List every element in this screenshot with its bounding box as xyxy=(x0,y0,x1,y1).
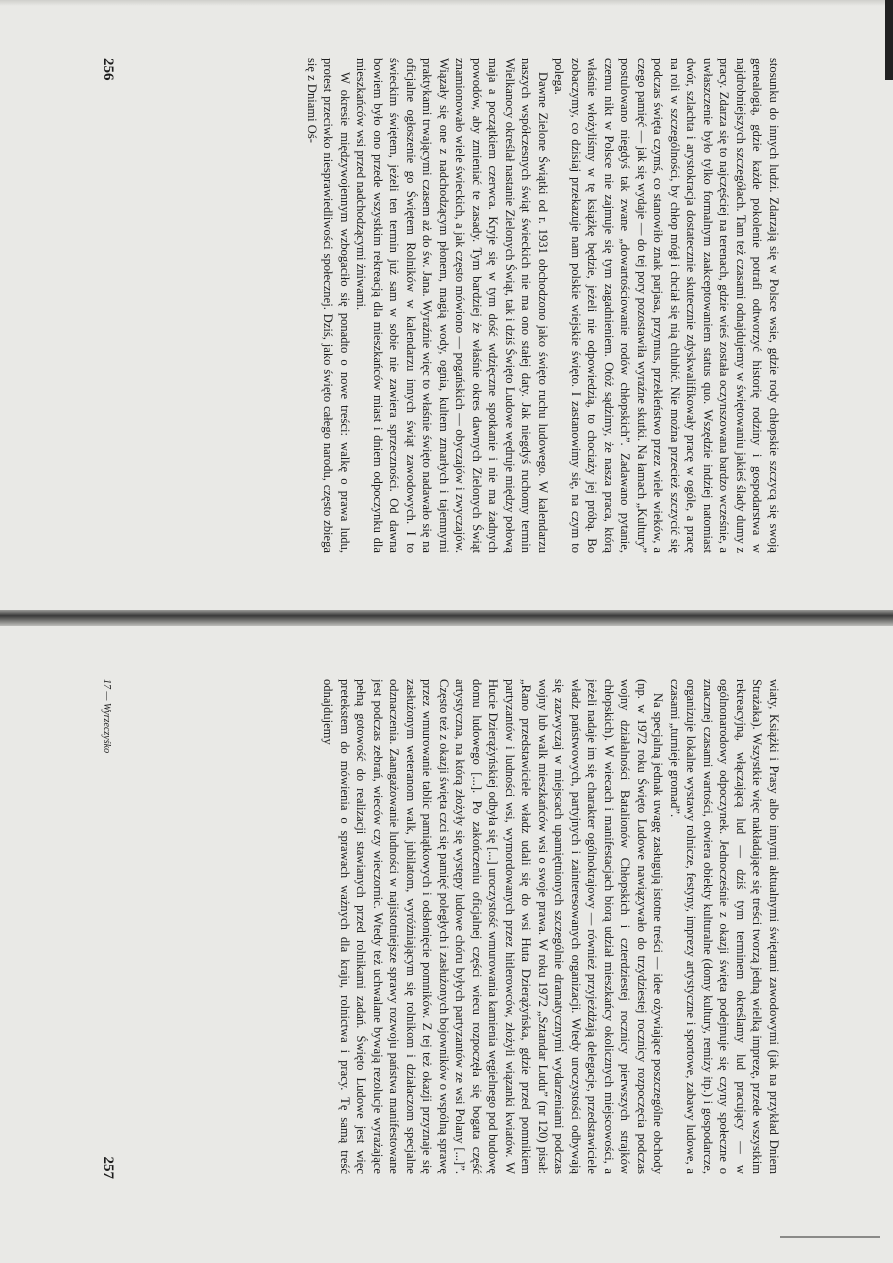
paragraph: wiaty, Książki i Prasy albo innymi aktualnymi świętami zawodowymi (jak na przykład Dniem Strażaka). Wszystkie więc nakładające się treści tworzą jedną wielką imprezę, przede wszystkim rekreacyjną, włączającą lud — dziś tym terminem określamy lud pracujący — w ogólnonarodowy odpoczynek. Jednocześnie z okazji święta podejmuje się czyny społeczne o znacznej czasami wartości, otwiera obiekty kulturalne (domy kultury, remizy itp.) i gospodarcze, organizuje lokalne wystawy rolnicze, festyny, imprezy artystyczne i sportowe, zabawy ludowe, a czasami „turnieje gromad”. xyxy=(668,679,781,1174)
scan-artifact-mark xyxy=(885,0,893,80)
paragraph: Dawne Zielone Świątki od r. 1931 obchodzono jako święto ruchu ludowego. W kalendarzu naszych współczesnych świąt świeckich nie ma ono stałej daty. Jak niegdyś ruchomy termin Wielkanocy określał nastanie Zielonych Świąt, tak i dziś Święto Ludowe wędruje między połową maja a początkiem czerwca. Kryje się w tym dość wdzięczne spotkanie i nie ma żadnych powodów, aby zmieniać te zasady. Tym bardziej że właśnie okres dawnych Zielonych Świąt znamionowało wiele świeckich, a jak często mówiono — pogańskich — obyczajów i zwyczajów. Wiązały się one z nadchodzącym płonem, magią wody, ognia, kultem zmarłych i tajemnymi praktykami trwającymi czasem aż do św. Jana. Wyraźnie więc to właśnie święto nadawało się na oficjalne ogłoszenie go Świętem Rolników w kalendarzu innych świąt zawodowych. I to świeckim świętem, jeżeli ten termin już sam w sobie nie zawiera sprzeczności. Od dawna bowiem było ono przede wszystkim rekreacją dla mieszkańców miast i dniem odpoczynku dla mieszkańców wsi przed nadchodzącymi żniwami. xyxy=(354,58,550,553)
scan-edge xyxy=(0,0,893,6)
page-number: 256 xyxy=(100,58,116,81)
paragraph: Na specjalną jednak uwagę zasługują istotne treści — idee ożywiające poszczególne obchody (np. w 1972 roku Święto Ludowe nawiązywało do trzydziestej rocznicy rozpoczęcia podczas wojny działalności Batalionów Chłopskich i czterdziestej rocznicy pierwszych strajków chłopskich). W wiecach i manifestacjach biorą udział mieszkańcy okolicznych miejscowości, a jeżeli nadaje im się charakter ogólnokrajowy — również przyjeżdżają delegacje, przedstawiciele władz państwowych, partyjnych i zainteresowanych organizacji. Wtedy uroczystości odbywają się zazwyczaj w miejscach upamiętnionych szczególnie dramatycznymi wydarzeniami podczas wojny lub walk mieszkańców wsi o swoje prawa. W roku 1972 „Sztandar Ludu” (nr 120) pisał: „Rano przedstawiciele władz udali się do wsi Huta Dzierążyńska, gdzie przed pomnikiem partyzantów i ludności wsi, wymordowanych przez hitlerowców, złożyli wiązanki kwiatów. W Hucie Dzierążyńskiej odbyła się [...] uroczystość wmurowania kamienia węgielnego pod budowę domu ludowego [...]. Po zakończeniu oficjalnej części wiecu rozpoczęła się bogata część artystyczna, na którą złożyły się występy ludowe chóru byłych partyzantów ze wsi Polany [...]”. Często też z okazji święta czci się pamięć poległych i zasłużonych bojowników o wspólną sprawę przez wmurowanie tablic pamiątkowych i odsłonięcie pomników. Z tej też okazji przyznaje się zasłużonym weteranom walk, jubilatom, wyróżniającym się rolnikom i działaczom specjalne odznaczenia. Zaangażowanie ludności w najistotniejsze sprawy rozwoju państwa manifestowane jest podczas zebrań, wieców czy wieczornic. Wtedy też uchwalane bywają rezolucje wyrażające pełną gotowość do realizacji stawianych przed rolnikami zadań. Święto Ludowe jest więc pretekstem do mówienia o sprawach ważnych dla kraju, rolnictwa i pracy. Tę samą treść odnajdujemy xyxy=(321,679,666,1174)
paragraph: stosunku do innych ludzi. Zdarzają się w Polsce wsie, gdzie rody chłopskie szczycą się swoją genealogią, gdzie każde pokolenie potrafi odtworzyć historię rodziny i gospodarstwa w najdrobniejszych szczegółach. Tam też czasami odnajdujemy w świętowaniu jakieś ślady dumy z pracy. Zdarza się to najczęściej na terenach, gdzie wieś została oczynszowana bardzo wcześnie, a uwłaszczenie było tylko formalnym zaakceptowaniem status quo. Wszędzie indziej natomiast dwór, szlachta i arystokracja dostatecznie skutecznie zdyskwalifikowały pracę w ogóle, a pracę na roli w szczególności, by chłop mógł i chciał się nią chlubić. Nie można przecież szczycić się podczas święta czymś, co stanowiło znak parjasa, przymus, przekleństwo przez wiele wieków, a czego pamięć — jak się wydaje — do tej pory pozostawiła wyraźne skutki. Na łamach „Kultury” postulowano niegdyś tak zwane „dowartościowanie rodów chłopskich”. Zadawano pytanie, czemu nikt w Polsce nie zajmuje się tym zagadnieniem. Otóż sądzimy, że nasza praca, którą właśnie włożyliśmy w tę książkę będzie, jeżeli nie odpowiedzią, to chociaży jej próbą. Bo zobaczymy, co dzisiaj przekazuje nam polskie wiejskie święto. I zastanowimy się, na czym to polega. xyxy=(552,58,781,553)
page-number: 257 xyxy=(100,1156,116,1179)
left-page xyxy=(76,20,816,580)
right-page xyxy=(76,641,816,1201)
right-page-text xyxy=(132,679,782,1174)
book-spine xyxy=(0,610,893,626)
scan-artifact-line xyxy=(780,1236,880,1238)
left-page-text xyxy=(132,58,782,553)
printer-signature: 17 — Wyrzeczyśko xyxy=(101,679,112,754)
paragraph: W okresie międzywojennym wzbogaciło się ponadto o nowe treści: walkę o prawa ludu, protest przeciwko niesprawiedliwości społecznej. Dziś, jako święto całego narodu, często zbiega się z Dniami Oś- xyxy=(305,58,352,553)
